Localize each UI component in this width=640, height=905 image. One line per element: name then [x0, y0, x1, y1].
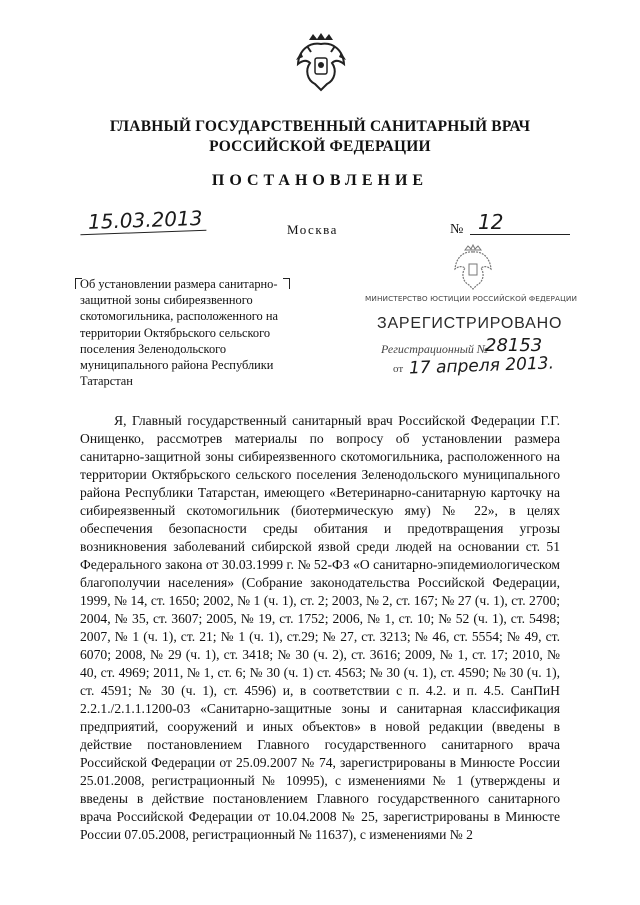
- stamp-registered: ЗАРЕГИСТРИРОВАНО: [377, 315, 563, 332]
- stamp-reg-number: 28153: [485, 335, 543, 356]
- stamp-coat-of-arms-icon: [453, 244, 493, 290]
- stamp-date-value: 17 апреля 2013.: [408, 353, 555, 379]
- registration-stamp: [365, 238, 580, 388]
- stamp-date-label: от: [393, 363, 404, 375]
- authority-line-1: ГЛАВНЫЙ ГОСУДАРСТВЕННЫЙ САНИТАРНЫЙ ВРАЧ: [109, 118, 531, 135]
- document-number: 12: [470, 210, 570, 235]
- body-paragraph: Я, Главный государственный санитарный врач Российской Федерации Г.Г. Онищенко, рассмотрев материалы по вопросу об установлении размера санитарно-защитной зоны сибиреязвенного скотомогильника, расположенного на территории Октябрьского сельского поселения Зеленодольского муниципального района Республики Татарстан, имеющего «Ветеринарно-санитарную карточку на сибиреязвенный скотомогильник (биотермическую яму) № 22», в целях обеспечения безопасности среды обитания и предотвращения угрозы возникновения заболеваний сибирской язвой среди людей на основании ст. 51 Федерального закона от 30.03.1999 г. № 52-ФЗ «О санитарно-эпидемиологическом благополучии населения» (Собрание законодательства Российской Федерации, 1999, № 14, ст. 1650; 2002, № 1 (ч. 1), ст. 2; 2003, № 2, ст. 167; № 27 (ч. 1), ст. 2700; 2004, № 35, ст. 3607; 2005, № 19, ст. 1752; 2006, № 1, ст. 10; № 52 (ч. 1), ст. 5498; 2007, № 1 (ч. 1), ст. 21; № 1 (ч. 1), ст.29; № 27, ст. 3213; № 46, ст. 5554; № 49, ст. 6070; 2008, № 29 (ч. 1), ст. 3418; № 30 (ч. 2), ст. 3616; 2009, № 1, ст. 17; 2010, № 40, ст. 4969; 2011, № 1, ст. 6; № 30 (ч. 1) ст. 4563; № 30 (ч. 1), ст. 4590; № 30 (ч. 1), ст. 4591; № 30 (ч. 1), ст. 4596) и, в соответствии с п. 4.2. и п. 4.5. СанПиН 2.2.1./2.1.1.1200-03 «Санитарно-защитные зоны и санитарная классификация предприятий, сооружений и иных объектов» в новой редакции (введены в действие постановлением Главного государственного санитарного врача Российской Федерации от 25.09.2007 № 74, зарегистрированы в Минюсте России 25.01.2008, регистрационный № 10995), с изменениями № 1 (утверждены и введены в действие постановлением Главного государственного санитарного врача Российской Федерации от 10.04.2008 № 25, зарегистрированы в Минюсте России 07.05.2008, регистрационный № 11637), с изменениями № 2: [80, 413, 560, 842]
- number-label: №: [450, 222, 464, 237]
- issuing-authority: [0, 117, 640, 157]
- document-date: 15.03.2013: [80, 206, 207, 235]
- document-subject: Об установлении размера санитарно-защитной зоны сибиреязвенного скотомогильника, расположенного на территории Октябрьского сельского поселения Зеленодольского муниципального района Республики Татарстан: [80, 277, 278, 389]
- russian-coat-of-arms-icon: [295, 30, 347, 92]
- authority-line-2: РОССИЙСКОЙ ФЕДЕРАЦИИ: [209, 138, 431, 155]
- stamp-ministry: МИНИСТЕРСТВО ЮСТИЦИИ РОССИЙСКОЙ ФЕДЕРАЦИИ: [365, 294, 577, 303]
- stamp-reg-label: Регистрационный №: [381, 342, 489, 356]
- document-city: Москва: [287, 222, 338, 237]
- document-type: ПОСТАНОВЛЕНИЕ: [211, 172, 429, 189]
